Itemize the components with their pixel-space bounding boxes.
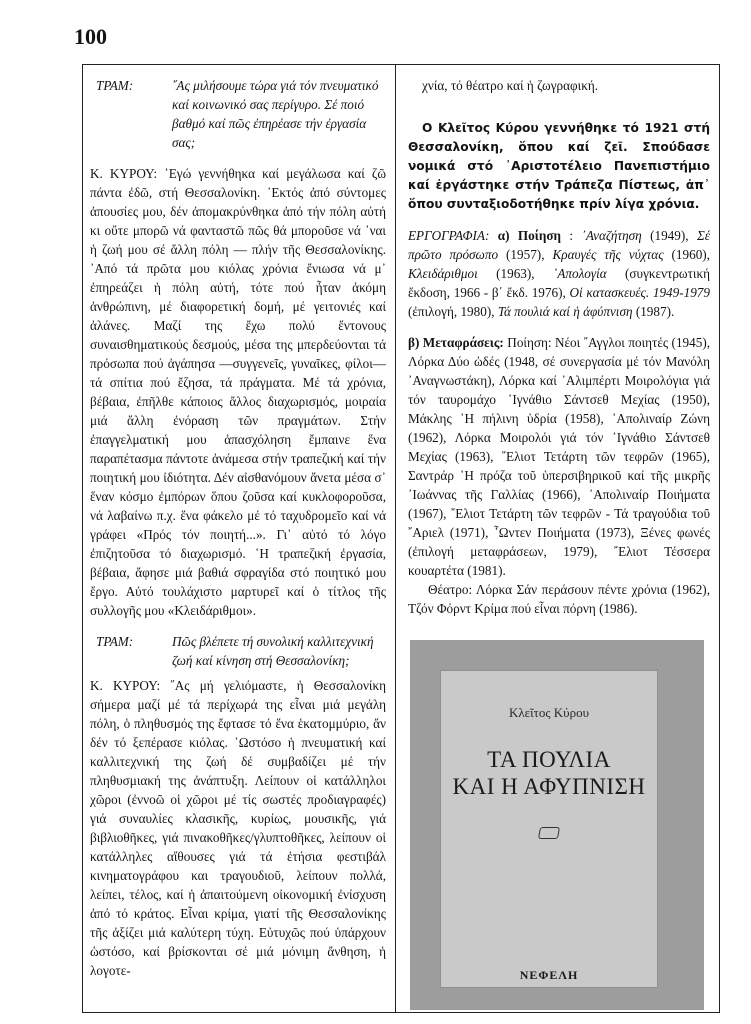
answer-speaker: Κ. ΚΥΡΟΥ: [90, 166, 158, 181]
work-meta: (1957), [498, 247, 553, 262]
bibliography [408, 226, 710, 321]
work-title: Οἱ κατασκευές. 1949-1979 [569, 285, 710, 300]
work-meta: (1960), [663, 247, 710, 262]
work-title: Κραυγές τῆς νύχτας [552, 247, 664, 262]
bio-column [408, 76, 710, 630]
interview-column [90, 76, 386, 980]
answer-1 [90, 164, 386, 620]
book-cover [440, 670, 658, 988]
translations-label: β) Μεταφράσεις: [408, 335, 504, 350]
work-title: ᾿Απολογία [552, 266, 607, 281]
continuation-text: χνία, τό θέατρο καί ἡ ζωγραφική. [422, 78, 599, 93]
translations-text: Ποίηση: Νέοι ῎Αγγλοι ποιητές (1945), Λόρκα Δύο ὠδές (1948, σέ συνεργασία μέ τόν Μανόλη ᾿Αναγνωστάκη), Λόρκα καί ᾿Αλιμπέρτι Μοιρολόγια γιά τόν ταυρομάχο ᾿Ιγνάθιο Σάντσεθ Μεχίας (1950), Μάκλης ῾Η πήλινη ὑδρία (1958), ᾿Απολιναίρ Ζώνη (1962), Λόρκα Μοιρολόι γιά τόν ᾿Ιγνάθιο Σάντσεθ Μεχίας (1963), ῎Ελιοτ Τετάρτη τῶν τεφρῶν (1965), Σαντράρ ῾Η πρόζα τοῦ ὑπερσιβηρικοῦ καί τῆς μικρῆς ᾿Ιωάννας τῆς Γαλλίας (1966), ᾿Απολιναίρ Ποιήματα (1967), ῎Ελιοτ Τετάρτη τῶν τεφρῶν - Τά τραγούδια τοῦ ῎Αριελ (1971), ῟Ωντεν Ποιήματα (1973), Ξένες φωνές (ἐπιλογή μεταφράσεων, 1979), ῎Ελιοτ Τέσσερα κουαρτέτα (1981). [408, 335, 711, 578]
answer-2 [90, 676, 386, 980]
poetry-list: : ᾿Αναζήτηση (1949), Σέ πρῶτο πρόσωπο (1957), Κραυγές τῆς νύχτας (1960), Κλειδάριθμοι (1963), ᾿Απολογία (συγκεντρωτική ἔκδοση, 1966 - β΄ ἔκδ. 1976), Οἱ κατασκευές. 1949-1979 (ἐπιλογή, 1980), Τά πουλιά καί ἡ ἀφύπνιση (1987). [408, 228, 710, 319]
poetry-label: α) Ποίηση [497, 228, 561, 243]
work-meta: (1987). [632, 304, 675, 319]
bibliography-label: ΕΡΓΟΓΡΑΦΙΑ: [408, 228, 490, 243]
book-cover-photo [410, 640, 704, 1010]
work-title: ᾿Αναζήτηση [581, 228, 642, 243]
theatre-text: Θέατρο: Λόρκα Σάν περάσουν πέντε χρόνια (1962), Τζόν Φόρντ Κρίμα πού εἶναι πόρνη (1986). [408, 582, 710, 616]
work-title: Τά πουλιά καί ἡ ἀφύπνιση [497, 304, 633, 319]
column-divider [395, 64, 396, 1013]
work-meta: (1949), [641, 228, 697, 243]
answer-text: ῎Ας μή γελιόμαστε, ἡ Θεσσαλονίκη σήμερα μαζί μέ τά περίχωρά της εἶναι μιά μεγάλη πόλη, ὁ πληθυσμός της ἔφτασε τό ἕνα ἑκατομμύριο, ἄν δέν τό ξεπέρασε κιόλας. ῾Ωστόσο ἡ πνευματική καί καλλιτεχνική της ζωή δέ συμβαδίζει μέ τήν πληθυσμιακή της ἀνάπτυξη. Λείπουν οἱ κατάλληλοι χῶροι (ἐννοῶ οἱ χῶροι μέ τίς σωστές προδιαγραφές) γιά συναυλίες κλασικῆς, κυρίως, μουσικῆς, γιά βιβλιοθῆκες, γιά πινακοθῆκες/γλυπτοθῆκες, λείπουν οἱ κατάλληλες αἴθουσες γιά τά ἐτήσια φεστιβάλ κινηματογράφου και τραγουδιοῦ, λείπουν πολλά, λείπει, τέλος, καί ἡ ἀπαιτούμενη οἰκονομική ἐνίσχυση ἀπό τό κράτος. Εἶναι κρίμα, γιατί τῆς Θεσσαλονίκης τῆς ἀξίζει μιά καλύτερη τύχη. Εὐτυχῶς πού ὑπάρχουν ὡστόσο, καί βρίσκονται σέ μιά μόνιμη ἄνθηση, ἡ λογοτε- [90, 678, 387, 978]
work-meta: (ἐπιλογή, 1980), [408, 304, 498, 319]
work-meta: (1963), [477, 266, 553, 281]
question-speaker: ΤΡΑΜ: [96, 78, 134, 93]
work-title: Σέ πρῶτο πρόσωπο [408, 228, 710, 262]
page-number: 100 [74, 24, 107, 49]
book-publisher: ΝΕΦΕΛΗ [519, 968, 579, 982]
book-title-line-1: ΤΑ ΠΟΥΛΙΑ [487, 747, 611, 772]
question-speaker: ΤΡΑΜ: [96, 634, 134, 649]
question-2 [90, 632, 386, 670]
question-1 [90, 76, 386, 152]
translations [408, 333, 710, 580]
book-title [440, 746, 658, 800]
ornament-icon [538, 827, 560, 839]
answer-text: ῾Εγώ γεννήθηκα καί μεγάλωσα καί ζῶ πάντα ἐδῶ, στή Θεσσαλονίκη. ᾿Εκτός ἀπό σύντομες ἀπουσίες μου, δέν ἀπομακρύνθηκα ἀπό τήν πόλη αὐτή κι οὔτε μπορῶ νά φανταστῶ πῶς θά μποροῦσε νά ᾿ναι ἡ ζωή μου σέ ἄλλη πόλη — πλήν τῆς Θεσσαλονίκης. ᾿Από τά πρῶτα μου κιόλας χρόνια ἔνιωσα νά μ᾿ ἐπηρεάζει ἡ πόλη αὐτή, τότε πού ἦταν ἀκόμη ἀνθρώπινη, μέ διαφορετική δομή, μέ γειτονιές καί ἀλάνες. Μαζί της ἔχω πολύ ἔντονους συναισθηματικούς δεσμούς, μέσα της μπερδεύονται τά πρόσωπα πού ἀγάπησα —συγγενεῖς, γυναῖκες, φίλοι— τά σπίτια πού ἔζησα, τά πράγματα. Μέ τά χρόνια, βέβαια, ἐπῆλθε κάποιος ἄλλος διαχωρισμός, μοιραία μιά ἄλλη ἐνόραση τῶν πραγμάτων. Στήν ἐπαγγελματική μου ἀπασχόληση ἔμπαινε ἕνα παραπέτασμα πάντοτε ἀνάμεσα στήν τραπεζική καί τήν ποιητική μου ἰδιότητα. Δέν αἰσθανόμουν ἄνετα μέσα σ᾿ ἕναν κόσμο ἐμπόρων ὅπου ζοῦσα καί κυκλοφοροῦσα, νά λαβαίνω π.χ. ἕνα φάκελο μέ τό ταχυδρομεῖο καί νά γράφει «Πρός τόν ποιητή...». Γι᾿ αὐτό τό λόγο ἐπιζητοῦσα τό διαχωρισμό. ῾Η τραπεζική ἐργασία, βέβαια, ἄφησε μιά βαθιά σφραγίδα στό ποιητικό μου ἔργο. Αὐτό τουλάχιστο μαρτυρεῖ καί ὁ τίτλος τῆς συλλογῆς μου «Κλειδάριθμοι». [90, 166, 387, 618]
book-title-line-2: ΚΑΙ Η ΑΦΥΠΝΙΣΗ [452, 774, 646, 799]
question-text: Πῶς βλέπετε τή συνολική καλλιτεχνική ζωή καί κίνηση στή Θεσσαλονίκη; [172, 634, 374, 668]
work-meta: (συγκεντρωτική ἔκδοση, 1966 - β΄ ἔκδ. 1976), [408, 266, 710, 300]
work-title: Κλειδάριθμοι [408, 266, 478, 281]
answer-speaker: Κ. ΚΥΡΟΥ: [90, 678, 161, 693]
question-text: ῎Ας μιλήσουμε τώρα γιά τόν πνευματικό καί κοινωνικό σας περίγυρο. Σέ ποιό βαθμό καί πῶς ἐπηρέασε τήν ἐργασία σας; [172, 78, 379, 150]
book-author: Κλεῖτος Κύρου [508, 705, 590, 720]
biography: Ο Κλεῖτος Κύρου γεννήθηκε τό 1921 στή Θεσσαλονίκη, ὅπου καί ζεῖ. Σπούδασε νομικά στό ᾿Αριστοτέλειο Πανεπιστήμιο καί ἐργάστηκε στήν Τράπεζα Πίστεως, ἀπ᾿ ὅπου συνταξιοδοτήθηκε πρίν λίγα χρόνια. [408, 121, 710, 211]
